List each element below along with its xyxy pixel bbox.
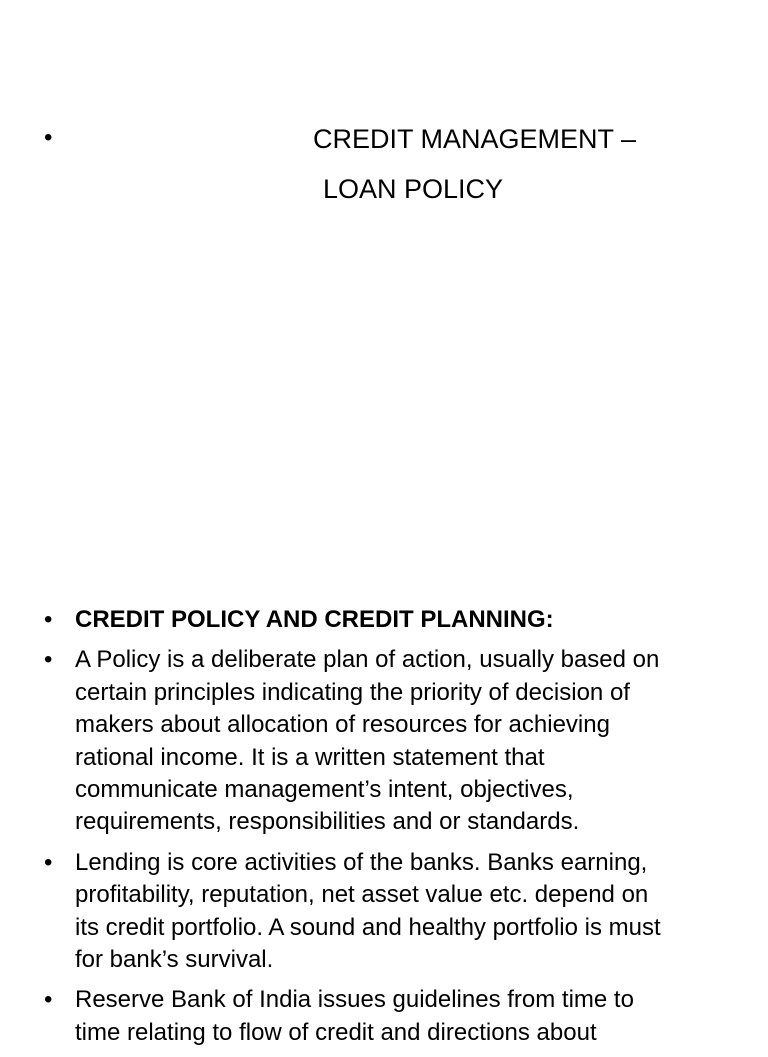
paragraph-policy-definition: [75, 644, 764, 838]
list-item-lending: [44, 847, 764, 977]
bullet-icon: •: [44, 646, 53, 674]
paragraph-lending: [75, 847, 764, 977]
bullet-icon: •: [44, 848, 53, 876]
list-item-policy-definition: [44, 644, 764, 838]
slide-title-line-2: LOAN POLICY: [323, 174, 504, 204]
text-line: requirements, responsibilities and or standards.: [75, 808, 580, 836]
text-line: communicate management’s intent, objectives,: [75, 776, 574, 804]
text-line: its credit portfolio. A sound and healthy portfolio is must: [75, 913, 661, 941]
bullet-icon: •: [44, 986, 53, 1014]
bullet-icon: •: [44, 606, 53, 633]
bullet-list: [44, 604, 764, 1057]
text-line: profitability, reputation, net asset value etc. depend on: [75, 881, 649, 909]
section-heading: CREDIT POLICY AND CREDIT PLANNING:: [75, 606, 554, 633]
text-line: A Policy is a deliberate plan of action, usually based on: [75, 646, 660, 674]
text-line: rational income. It is a written statement that: [75, 743, 545, 771]
text-line: Reserve Bank of India issues guidelines from time to: [75, 986, 634, 1014]
list-item-heading: [44, 604, 764, 636]
text-line: makers about allocation of resources for achieving: [75, 711, 610, 739]
text-line: Lending is core activities of the banks. Banks earning,: [75, 848, 648, 876]
text-line: certain principles indicating the priority of decision of: [75, 678, 630, 706]
slide-title-line-1: CREDIT MANAGEMENT –: [313, 124, 637, 154]
title-bullet: •: [44, 124, 53, 151]
list-item-rbi-guidelines: [44, 984, 764, 1049]
text-line: for bank’s survival.: [75, 946, 274, 974]
paragraph-rbi-guidelines: [75, 984, 764, 1049]
text-line: time relating to flow of credit and directions about: [75, 1018, 597, 1046]
